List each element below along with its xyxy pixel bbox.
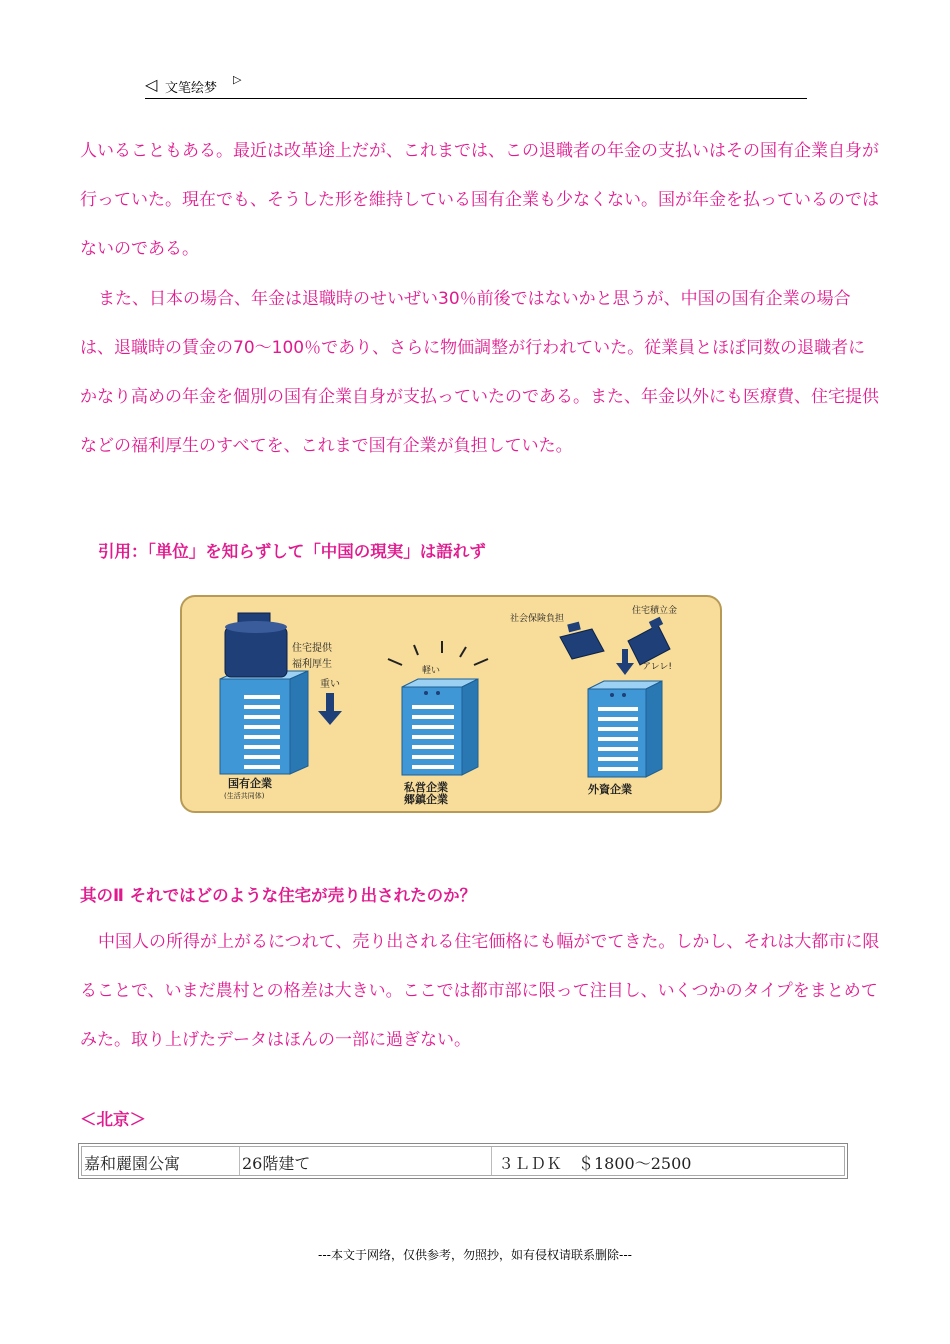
weight1-label-line2: 福利厚生: [292, 659, 332, 670]
private-enterprise-building: [402, 679, 478, 775]
state-enterprise-building: [220, 671, 308, 774]
table-cell-name: 嘉和麗園公寓: [82, 1147, 240, 1175]
state-enterprise-sublabel: (生活共同体): [224, 792, 265, 800]
heavy-label: 重い: [320, 679, 340, 690]
weight2-label: 社会保険負担: [510, 614, 565, 624]
private-enterprise-label-line2: 郷鎮企業: [404, 793, 448, 806]
foreign-enterprise-label: 外資企業: [588, 783, 632, 796]
left-triangle-icon: ◁: [145, 75, 158, 94]
section-heading: 其のⅡ それではどのような住宅が売り出されたのか？: [80, 886, 477, 905]
state-enterprise-label: 国有企業: [228, 777, 272, 790]
right-triangle-icon: ▷: [233, 73, 242, 86]
weight3-label: 住宅積立金: [632, 606, 678, 616]
surprise-label: アレレ!: [642, 662, 673, 672]
paragraph-1: 人いることもある。最近は改革途上だが、これまでは、この退職者の年金の支払いはその国有企業自身が行っていた。現在でも、そうした形を維持している国有企業も少なくない。国が年金を払っているのではないのである。: [80, 141, 879, 259]
paragraph-2: また、日本の場合、年金は退職時のせいぜい30％前後ではないかと思うが、中国の国有企業の場合は、退職時の賃金の70～100％であり、さらに物価調整が行われていた。従業員とほぼ同数の退職者にかなり高めの年金を個別の国有企業自身が支払っていたのである。また、年金以外にも医療費、住宅提供などの福利厚生のすべてを、これまで国有企業が負担していた。: [80, 289, 879, 456]
table-cell-floors: 26階建て: [240, 1147, 492, 1175]
page-header: [145, 72, 807, 99]
page-footer: ---本文于网络，仅供参考，勿照抄，如有侵权请联系删除---: [318, 1248, 632, 1262]
header-title: 文笔绘梦: [165, 81, 218, 96]
table-cell-layout-price: ３ＬＤＫ ＄1800～2500: [498, 1154, 692, 1173]
housing-table: [78, 1143, 848, 1179]
enterprise-burden-illustration: [180, 595, 722, 813]
city-heading: ＜北京＞: [80, 1110, 146, 1129]
weight1-label-line1: 住宅提供: [292, 643, 332, 654]
table-row: [81, 1146, 845, 1176]
foreign-enterprise-building: [588, 681, 662, 777]
citation: 引用：「単位」を知らずして「中国の現実」は語れず: [98, 542, 486, 561]
light-label: 軽い: [422, 666, 441, 676]
section-paragraph: 中国人の所得が上がるにつれて、売り出される住宅価格にも幅がでてきた。しかし、それは大都市に限ることで、いまだ農村との格差は大きい。ここでは都市部に限って注目し、いくつかのタイプをまとめてみた。取り上げたデータはほんの一部に過ぎない。: [80, 932, 880, 1050]
private-enterprise-label-line1: 私営企業: [404, 781, 448, 794]
